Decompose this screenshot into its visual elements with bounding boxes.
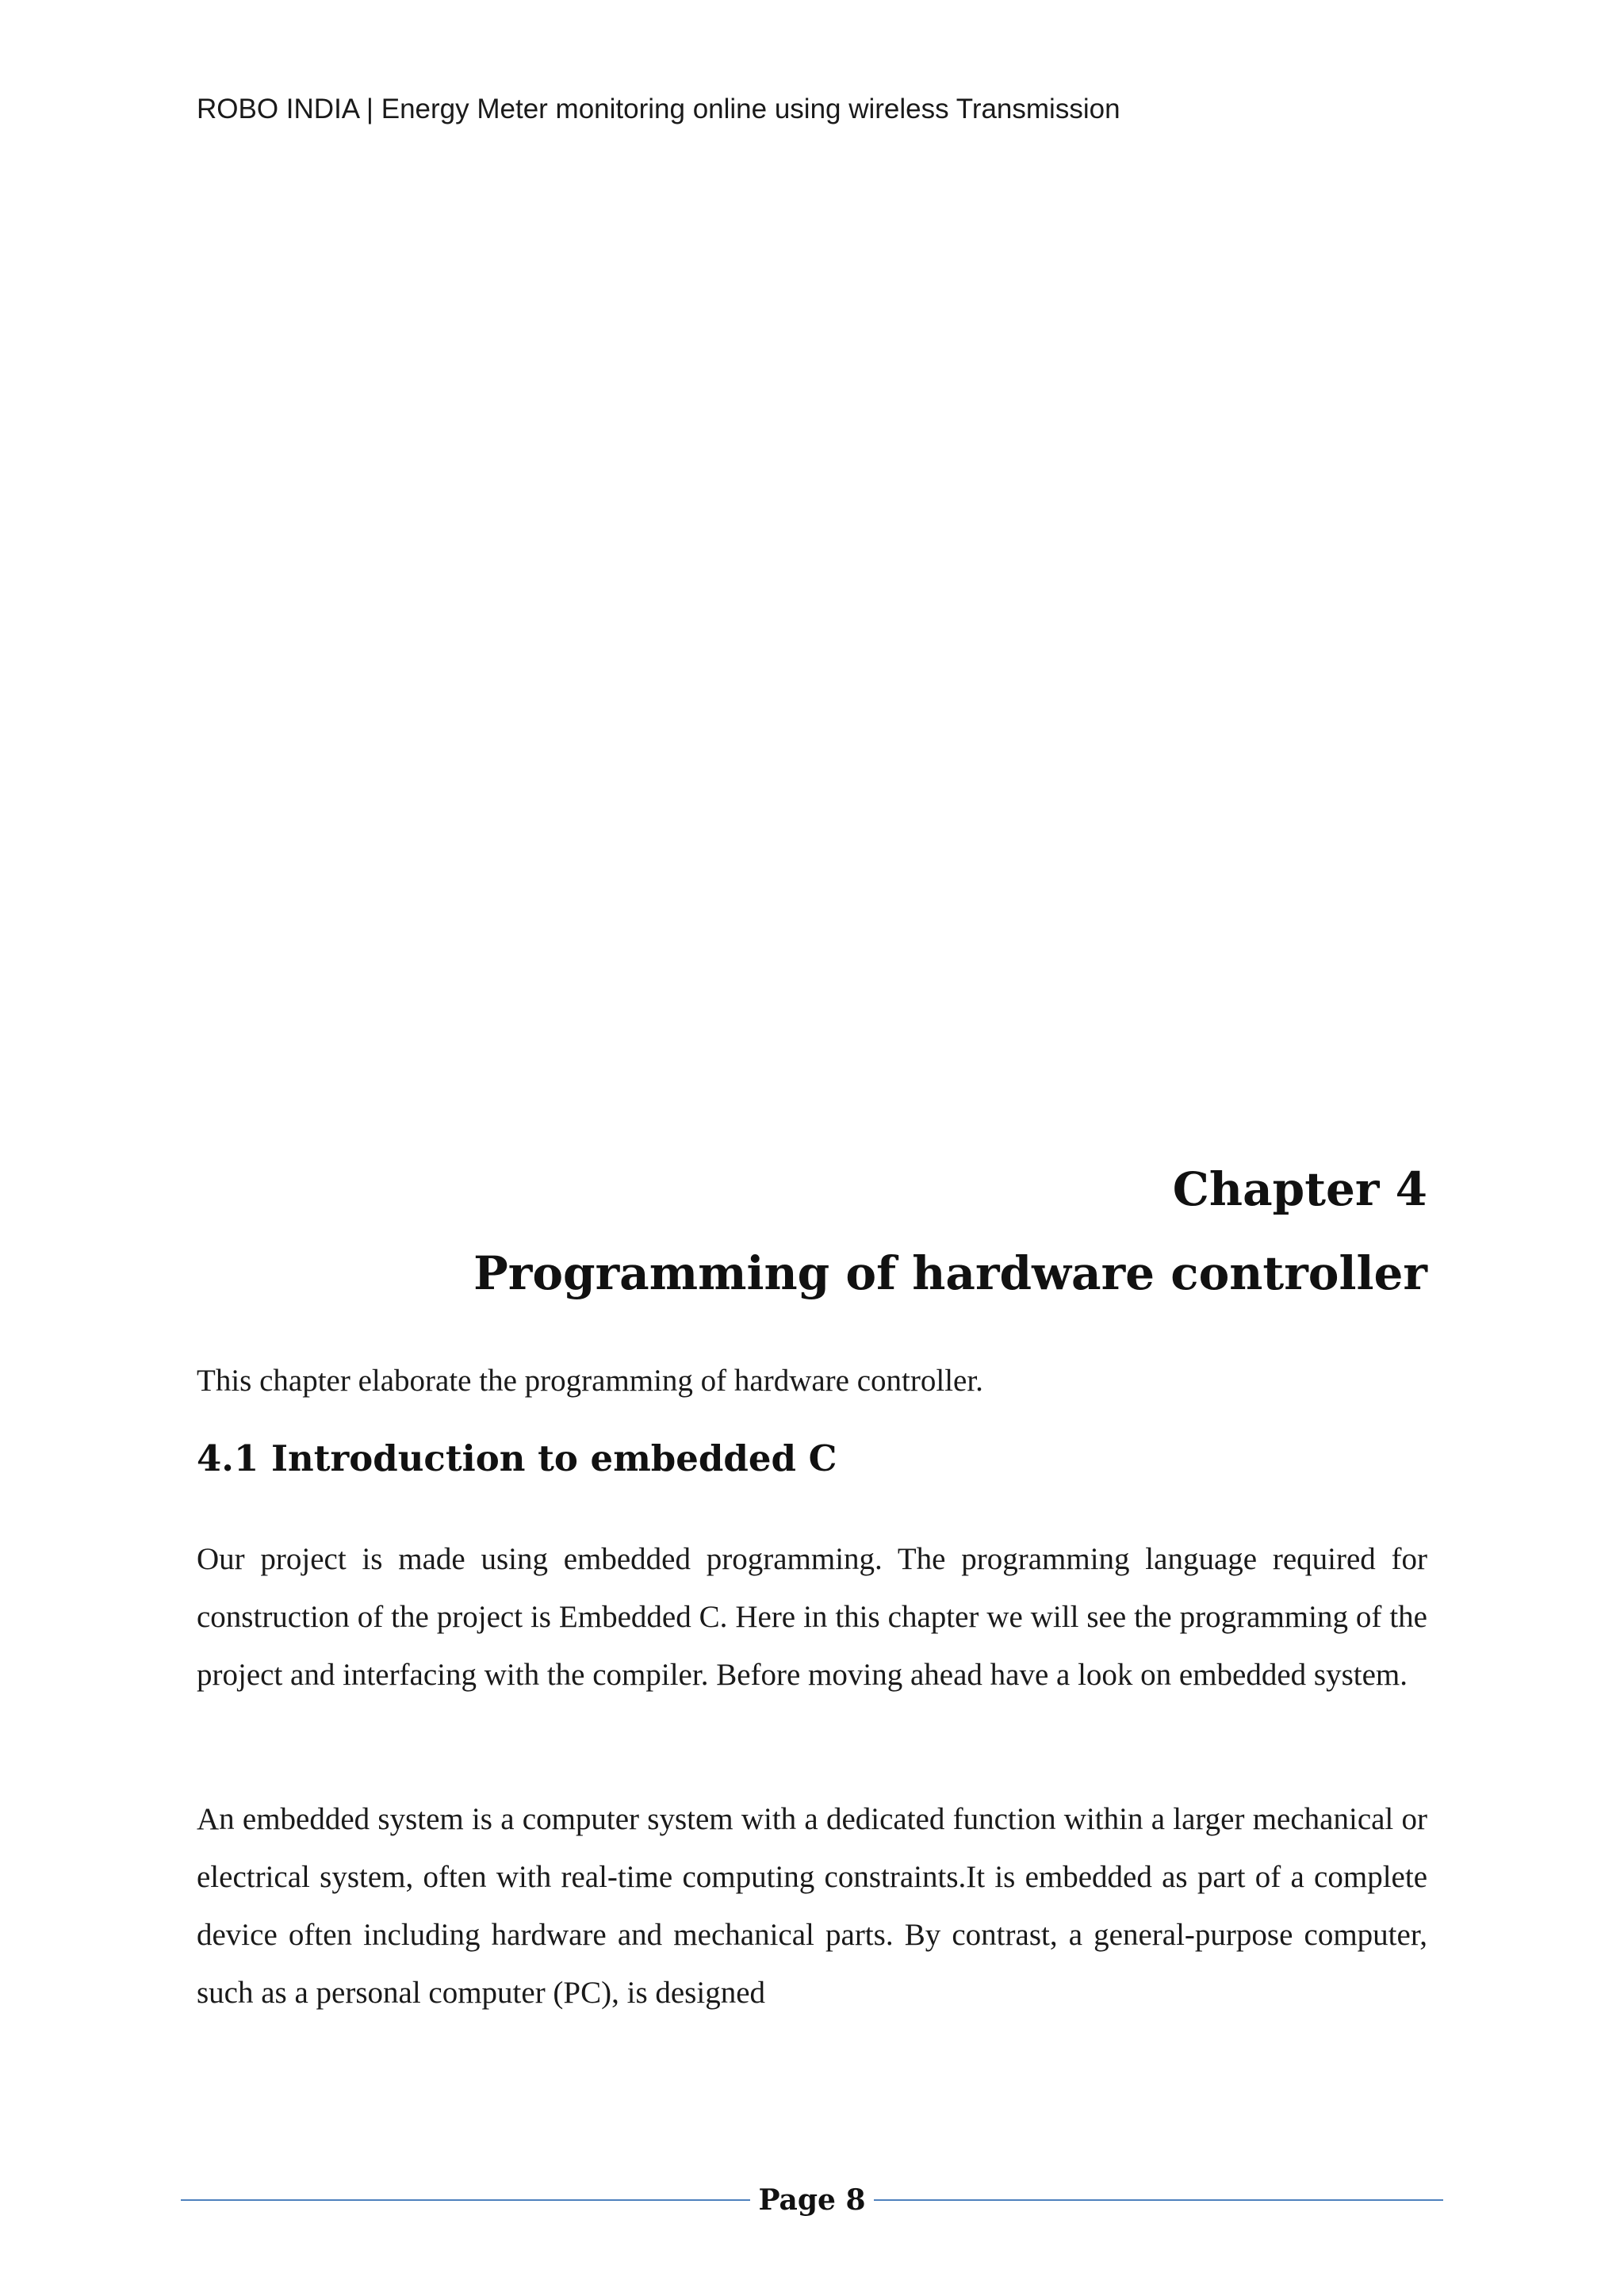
running-header: ROBO INDIA | Energy Meter monitoring online using wireless Transmission (197, 94, 1120, 124)
chapter-heading-block (197, 1150, 1427, 1318)
page-number: Page 8 (758, 2183, 866, 2217)
chapter-intro-paragraph: This chapter elaborate the programming of hardware controller. (197, 1364, 983, 1398)
footer-rule-right (874, 2199, 1443, 2201)
chapter-number: Chapter 4 (1172, 1162, 1427, 1216)
section-heading: 4.1 Introduction to embedded C (197, 1437, 837, 1479)
body-paragraph: An embedded system is a computer system with a dedicated function within a larger mechanical or electrical system, often with real-time computing constraints.It is embedded as part of a complete device often including hardware and mechanical parts. By contrast, a general-purpose computer, such as a personal computer (PC), is designed (197, 1802, 1427, 2010)
footer-rule-left (181, 2199, 750, 2201)
page-footer (181, 2179, 1443, 2226)
body-paragraph: Our project is made using embedded programming. The programming language required for construction of the project is Embedded C. Here in this chapter we will see the programming of the project and interfacing with the compiler. Before moving ahead have a look on embedded system. (197, 1542, 1427, 1692)
chapter-title: Programming of hardware controller (473, 1246, 1427, 1300)
